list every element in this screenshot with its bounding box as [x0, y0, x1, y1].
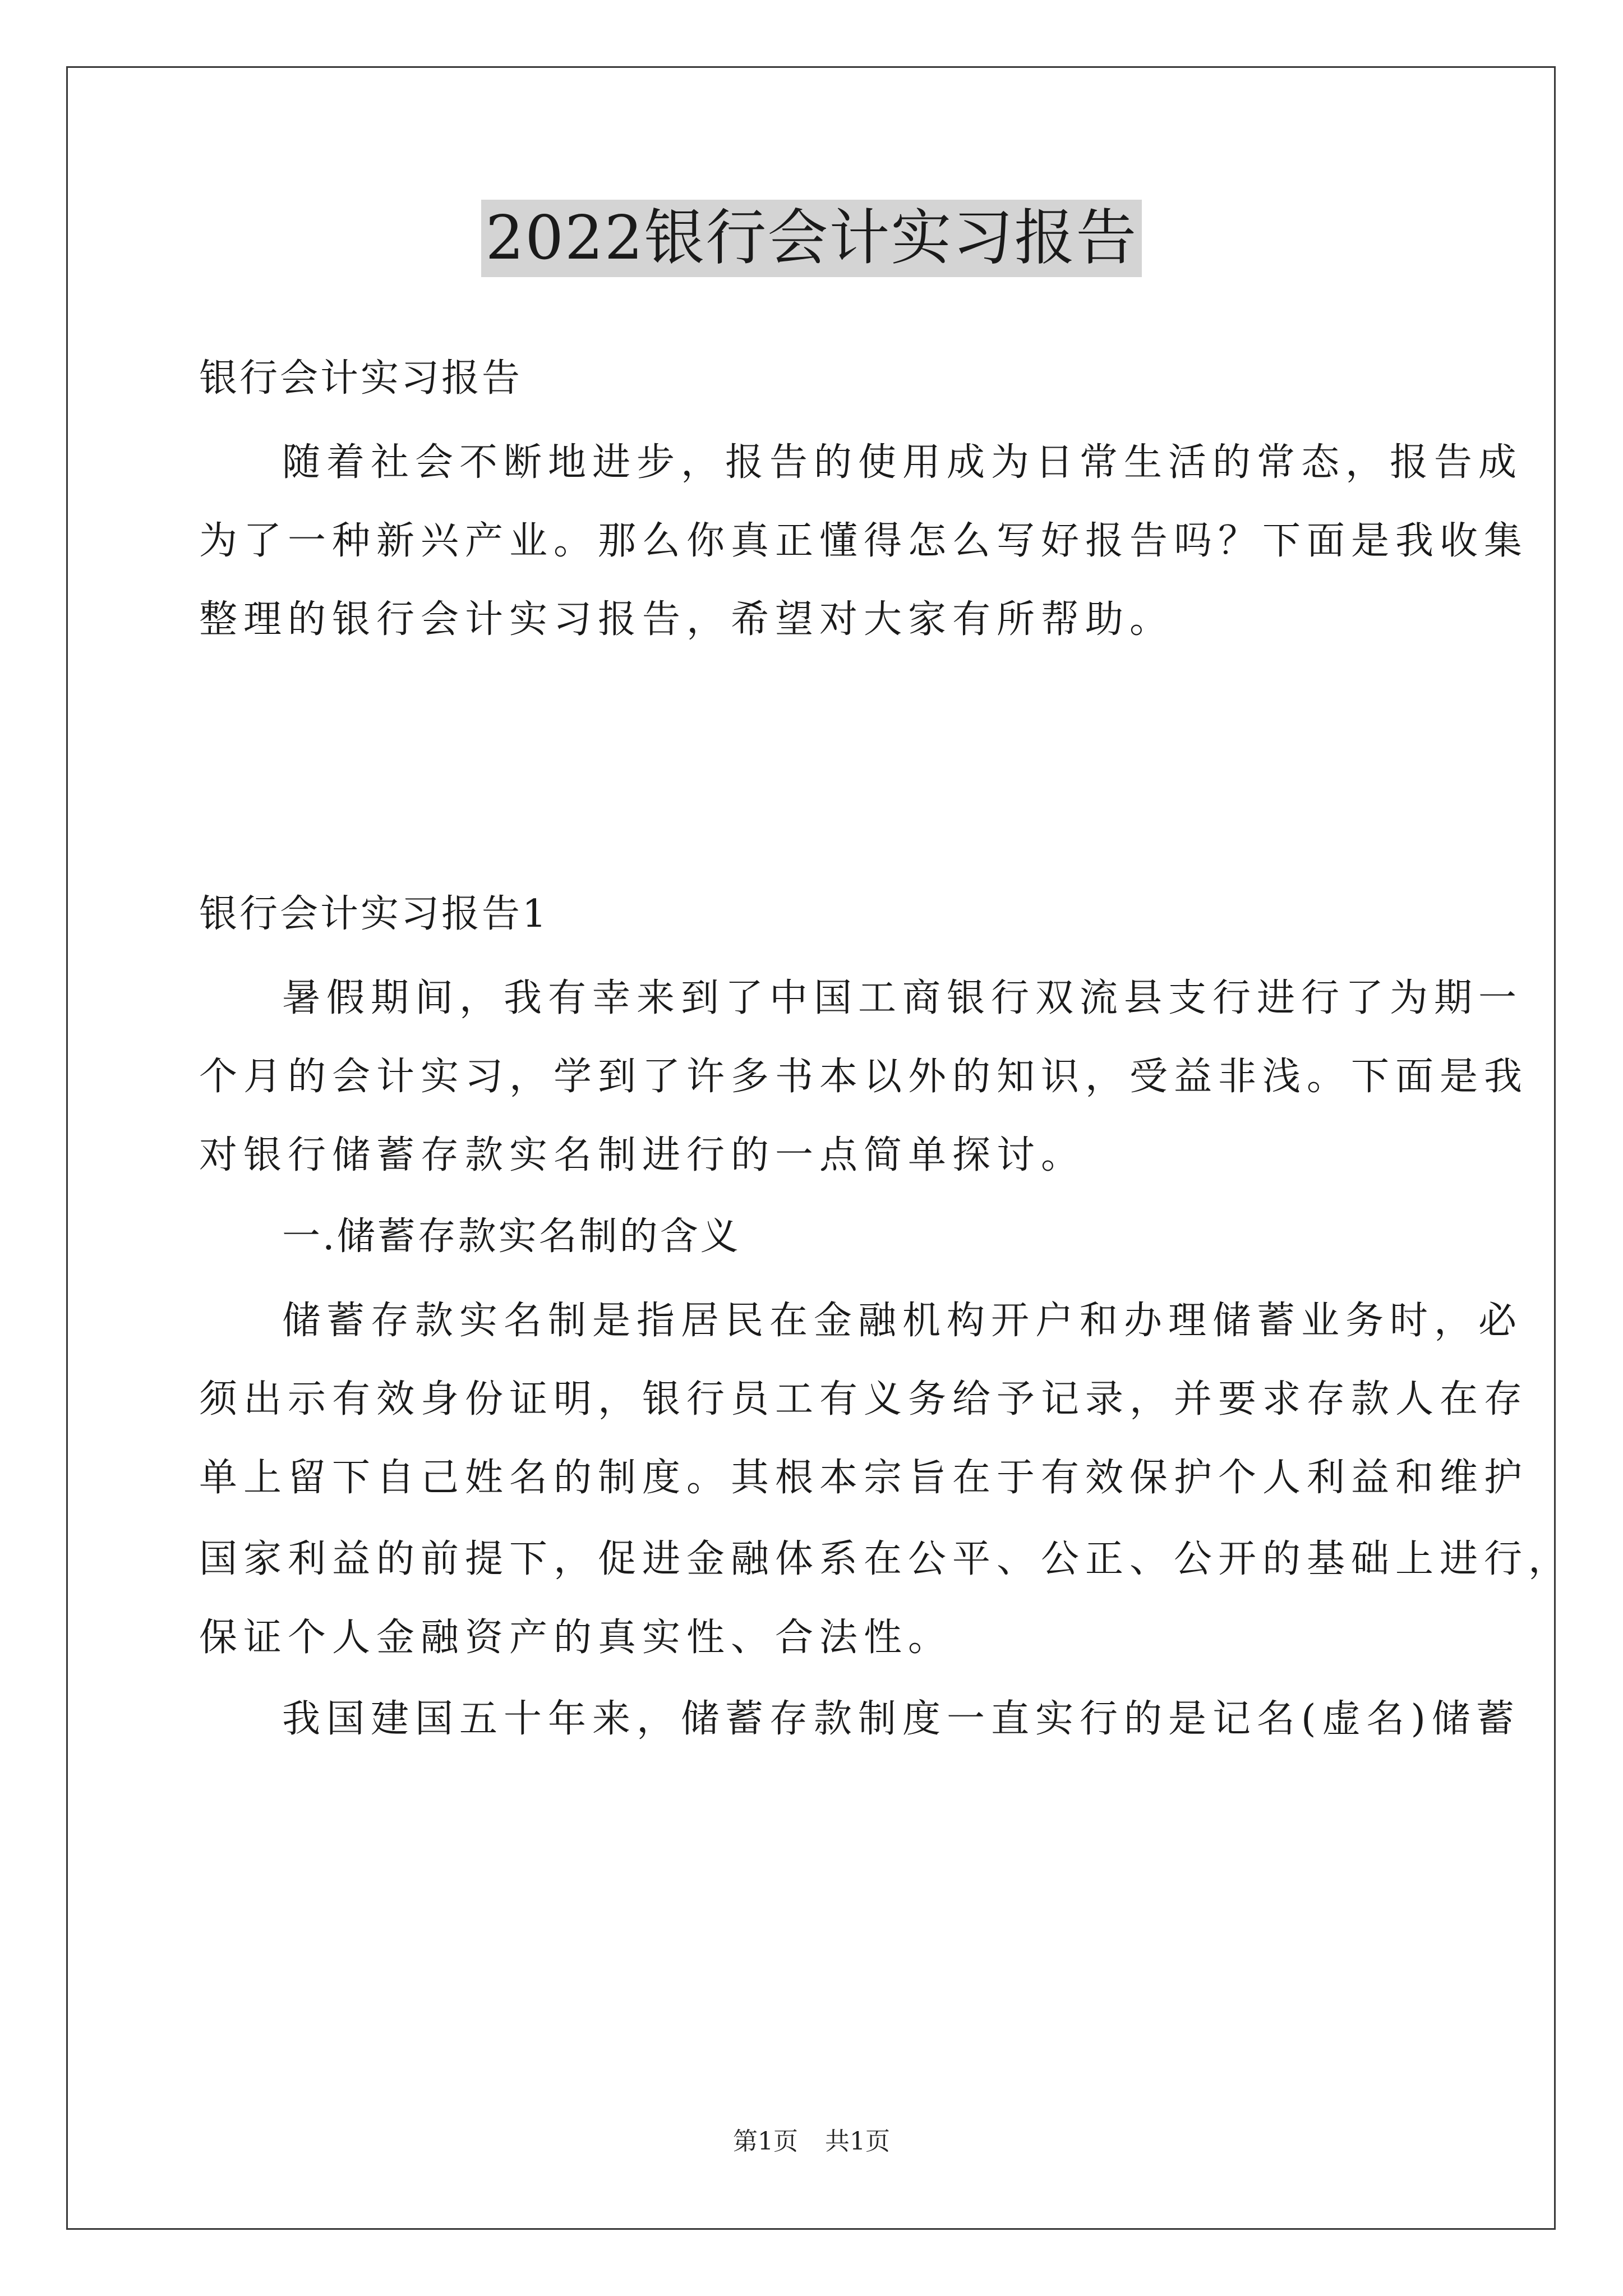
section-intro-line-2: 个月的会计实习，学到了许多书本以外的知识，受益非浅。下面是我: [199, 1055, 1529, 1099]
intro-line-3: 整理的银行会计实习报告，希望对大家有所帮助。: [199, 597, 1174, 642]
definition-line-1: 储蓄存款实名制是指居民在金融机构开户和办理储蓄业务时，必: [282, 1299, 1523, 1343]
document-title: 2022银行会计实习报告: [481, 200, 1142, 277]
item-heading: 一.储蓄存款实名制的含义: [282, 1214, 741, 1259]
section-intro-line-1: 暑假期间，我有幸来到了中国工商银行双流县支行进行了为期一: [282, 976, 1523, 1020]
page-footer: [0, 2126, 1623, 2157]
definition-line-4: 国家利益的前提下，促进金融体系在公平、公正、公开的基础上进行，: [199, 1537, 1573, 1581]
document-title-container: [0, 200, 1623, 277]
section-intro-line-3: 对银行储蓄存款实名制进行的一点简单探讨。: [199, 1133, 1086, 1177]
subtitle: 银行会计实习报告: [199, 356, 523, 401]
page-total: 共1页: [825, 2127, 890, 2156]
history-line-1: 我国建国五十年来，储蓄存款制度一直实行的是记名(虚名)储蓄: [282, 1697, 1521, 1741]
section-heading: 银行会计实习报告1: [199, 892, 549, 936]
page-number: 第1页: [733, 2127, 798, 2156]
definition-line-3: 单上留下自己姓名的制度。其根本宗旨在于有效保护个人利益和维护: [199, 1456, 1529, 1500]
definition-line-2: 须出示有效身份证明，银行员工有义务给予记录，并要求存款人在存: [199, 1377, 1529, 1421]
intro-line-1: 随着社会不断地进步，报告的使用成为日常生活的常态，报告成: [282, 440, 1523, 485]
intro-line-2: 为了一种新兴产业。那么你真正懂得怎么写好报告吗？下面是我收集: [199, 519, 1529, 563]
definition-line-5: 保证个人金融资产的真实性、合法性。: [199, 1616, 953, 1660]
